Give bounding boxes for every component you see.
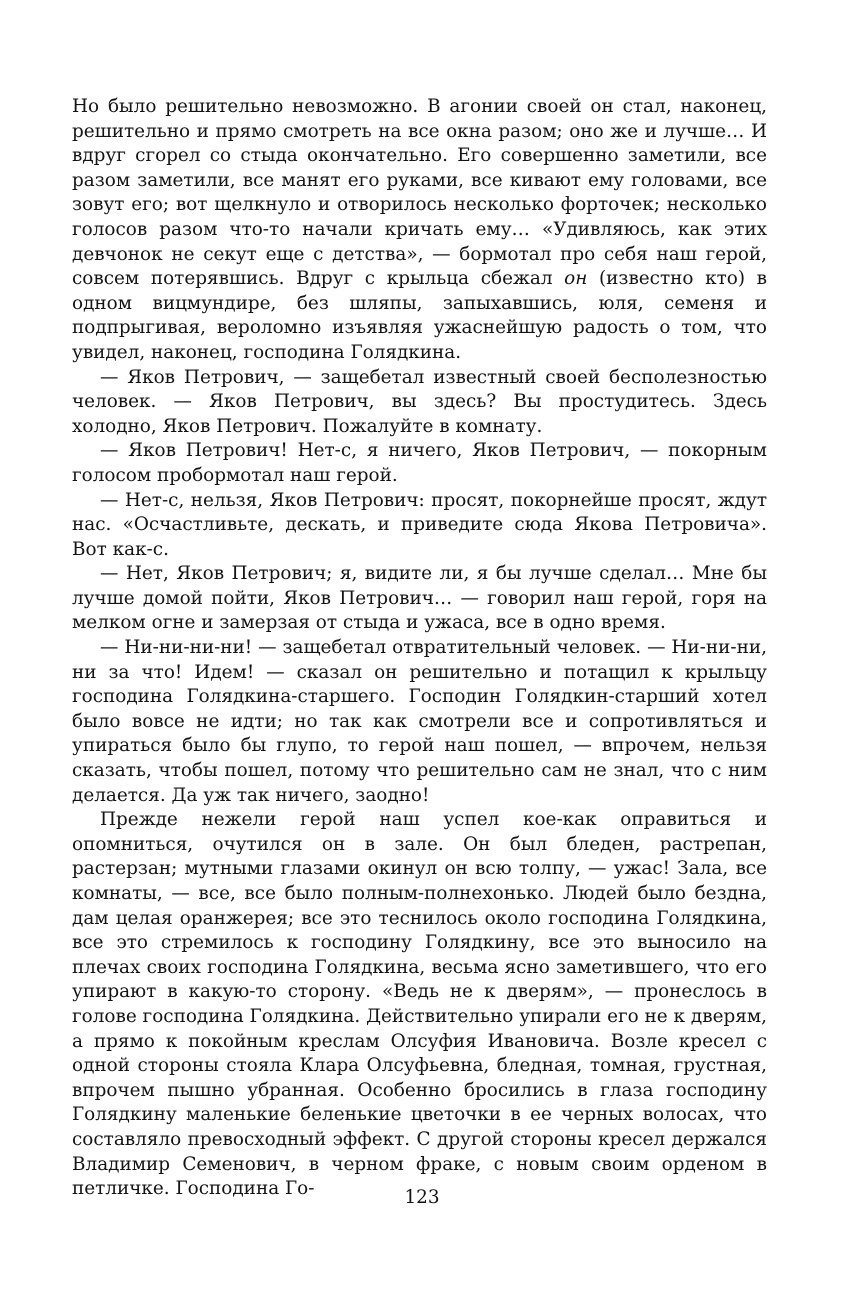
paragraph-text: Прежде нежели герой наш успел кое-как оправиться и опомниться, очутился он в зале. Он был бледен, растрепан, растерзан; мутными глазами окинул он всю толпу, — ужас! Зала, все комнаты, — все, все было полным-полнехонько. Людей было бездна, дам целая оранжерея; все это теснилось около господина Голядкина, все это стремилось к господину Голядкину, все это выносило на плечах своих господина Голядкина, весьма ясно заметившего, что его упирают в какую-то сторону. «Ведь не к дверям», — пронеслось в голове господина Голядкина. Действительно упирали его не к дверям, а прямо к покойным креслам Олсуфия Ивановича. Возле кресел с одной стороны стояла Клара Олсуфьевна, бледная, томная, грустная, впрочем пышно убранная. Особенно бросились в глаза господину Голядкину маленькие беленькие цветочки в ее черных волосах, что составляло превосходный эффект. С другой стороны кресел держался Владимир Семенович, в черном фраке, с новым своим орденом в петличке. Господина Го-: [72, 809, 767, 1200]
paragraph: [72, 636, 767, 808]
paragraph: [72, 95, 767, 366]
paragraph: [72, 366, 767, 440]
paragraph-text: Но было решительно невозможно. В агонии своей он стал, наконец, решительно и прямо смотреть на все окна разом; оно же и лучше… И вдруг сгорел со стыда окончательно. Его совершенно заметили, все разом заметили, все манят его руками, все кивают ему головами, все зовут его; вот щелкнуло и отворилось несколько форточек; несколько голосов разом что-то начали кричать ему… «Удивляюсь, как этих девчонок не секут еще с детства», — бормотал про себя наш герой, совсем потерявшись. Вдруг с крыльца сбежал: [72, 96, 767, 290]
paragraph-text: — Ни-ни-ни-ни! — защебетал отвратительный человек. — Ни-ни-ни, ни за что! Идем! — сказал он решительно и потащил к крыльцу господина Голядкина-старшего. Господин Голядкин-старший хотел было вовсе не идти; но так как смотрели все и сопротивляться и упираться было бы глупо, то герой наш пошел, — впрочем, нельзя сказать, чтобы пошел, потому что решительно сам не знал, что с ним делается. Да уж так ничего, заодно!: [72, 637, 767, 806]
paragraph: [72, 808, 767, 1202]
paragraph: [72, 562, 767, 636]
paragraph-text: — Яков Петрович, — защебетал известный своей бесполезностью человек. — Яков Петрович, вы здесь? Вы простудитесь. Здесь холодно, Яков Петрович. Пожалуйте в комнату.: [72, 366, 767, 437]
paragraph-text: (известно кто) в одном вицмундире, без шляпы, запыхавшись, юля, семеня и подпрыгивая, вероломно изъявляя ужаснейшую радость о том, что увидел, наконец, господина Голядкина.: [72, 268, 768, 363]
paragraph: [72, 439, 767, 488]
book-page-text: [72, 95, 767, 1202]
paragraph: [72, 489, 767, 563]
paragraph-text: — Нет-с, нельзя, Яков Петрович: просят, покорнейше просят, ждут нас. «Осчастливьте, дескать, и приведите сюда Якова Петровича». Вот как-с.: [72, 489, 767, 560]
italic-text: он: [564, 268, 588, 290]
paragraph-text: — Яков Петрович! Нет-с, я ничего, Яков Петрович, — покорным голосом пробормотал наш герой.: [72, 440, 767, 486]
paragraph-text: — Нет, Яков Петрович; я, видите ли, я бы лучше сделал… Мне бы лучше домой пойти, Яков Петрович… — говорил наш герой, горя на мелком огне и замерзая от стыда и ужаса, все в одно время.: [72, 563, 767, 634]
page-number: 123: [404, 1187, 440, 1208]
